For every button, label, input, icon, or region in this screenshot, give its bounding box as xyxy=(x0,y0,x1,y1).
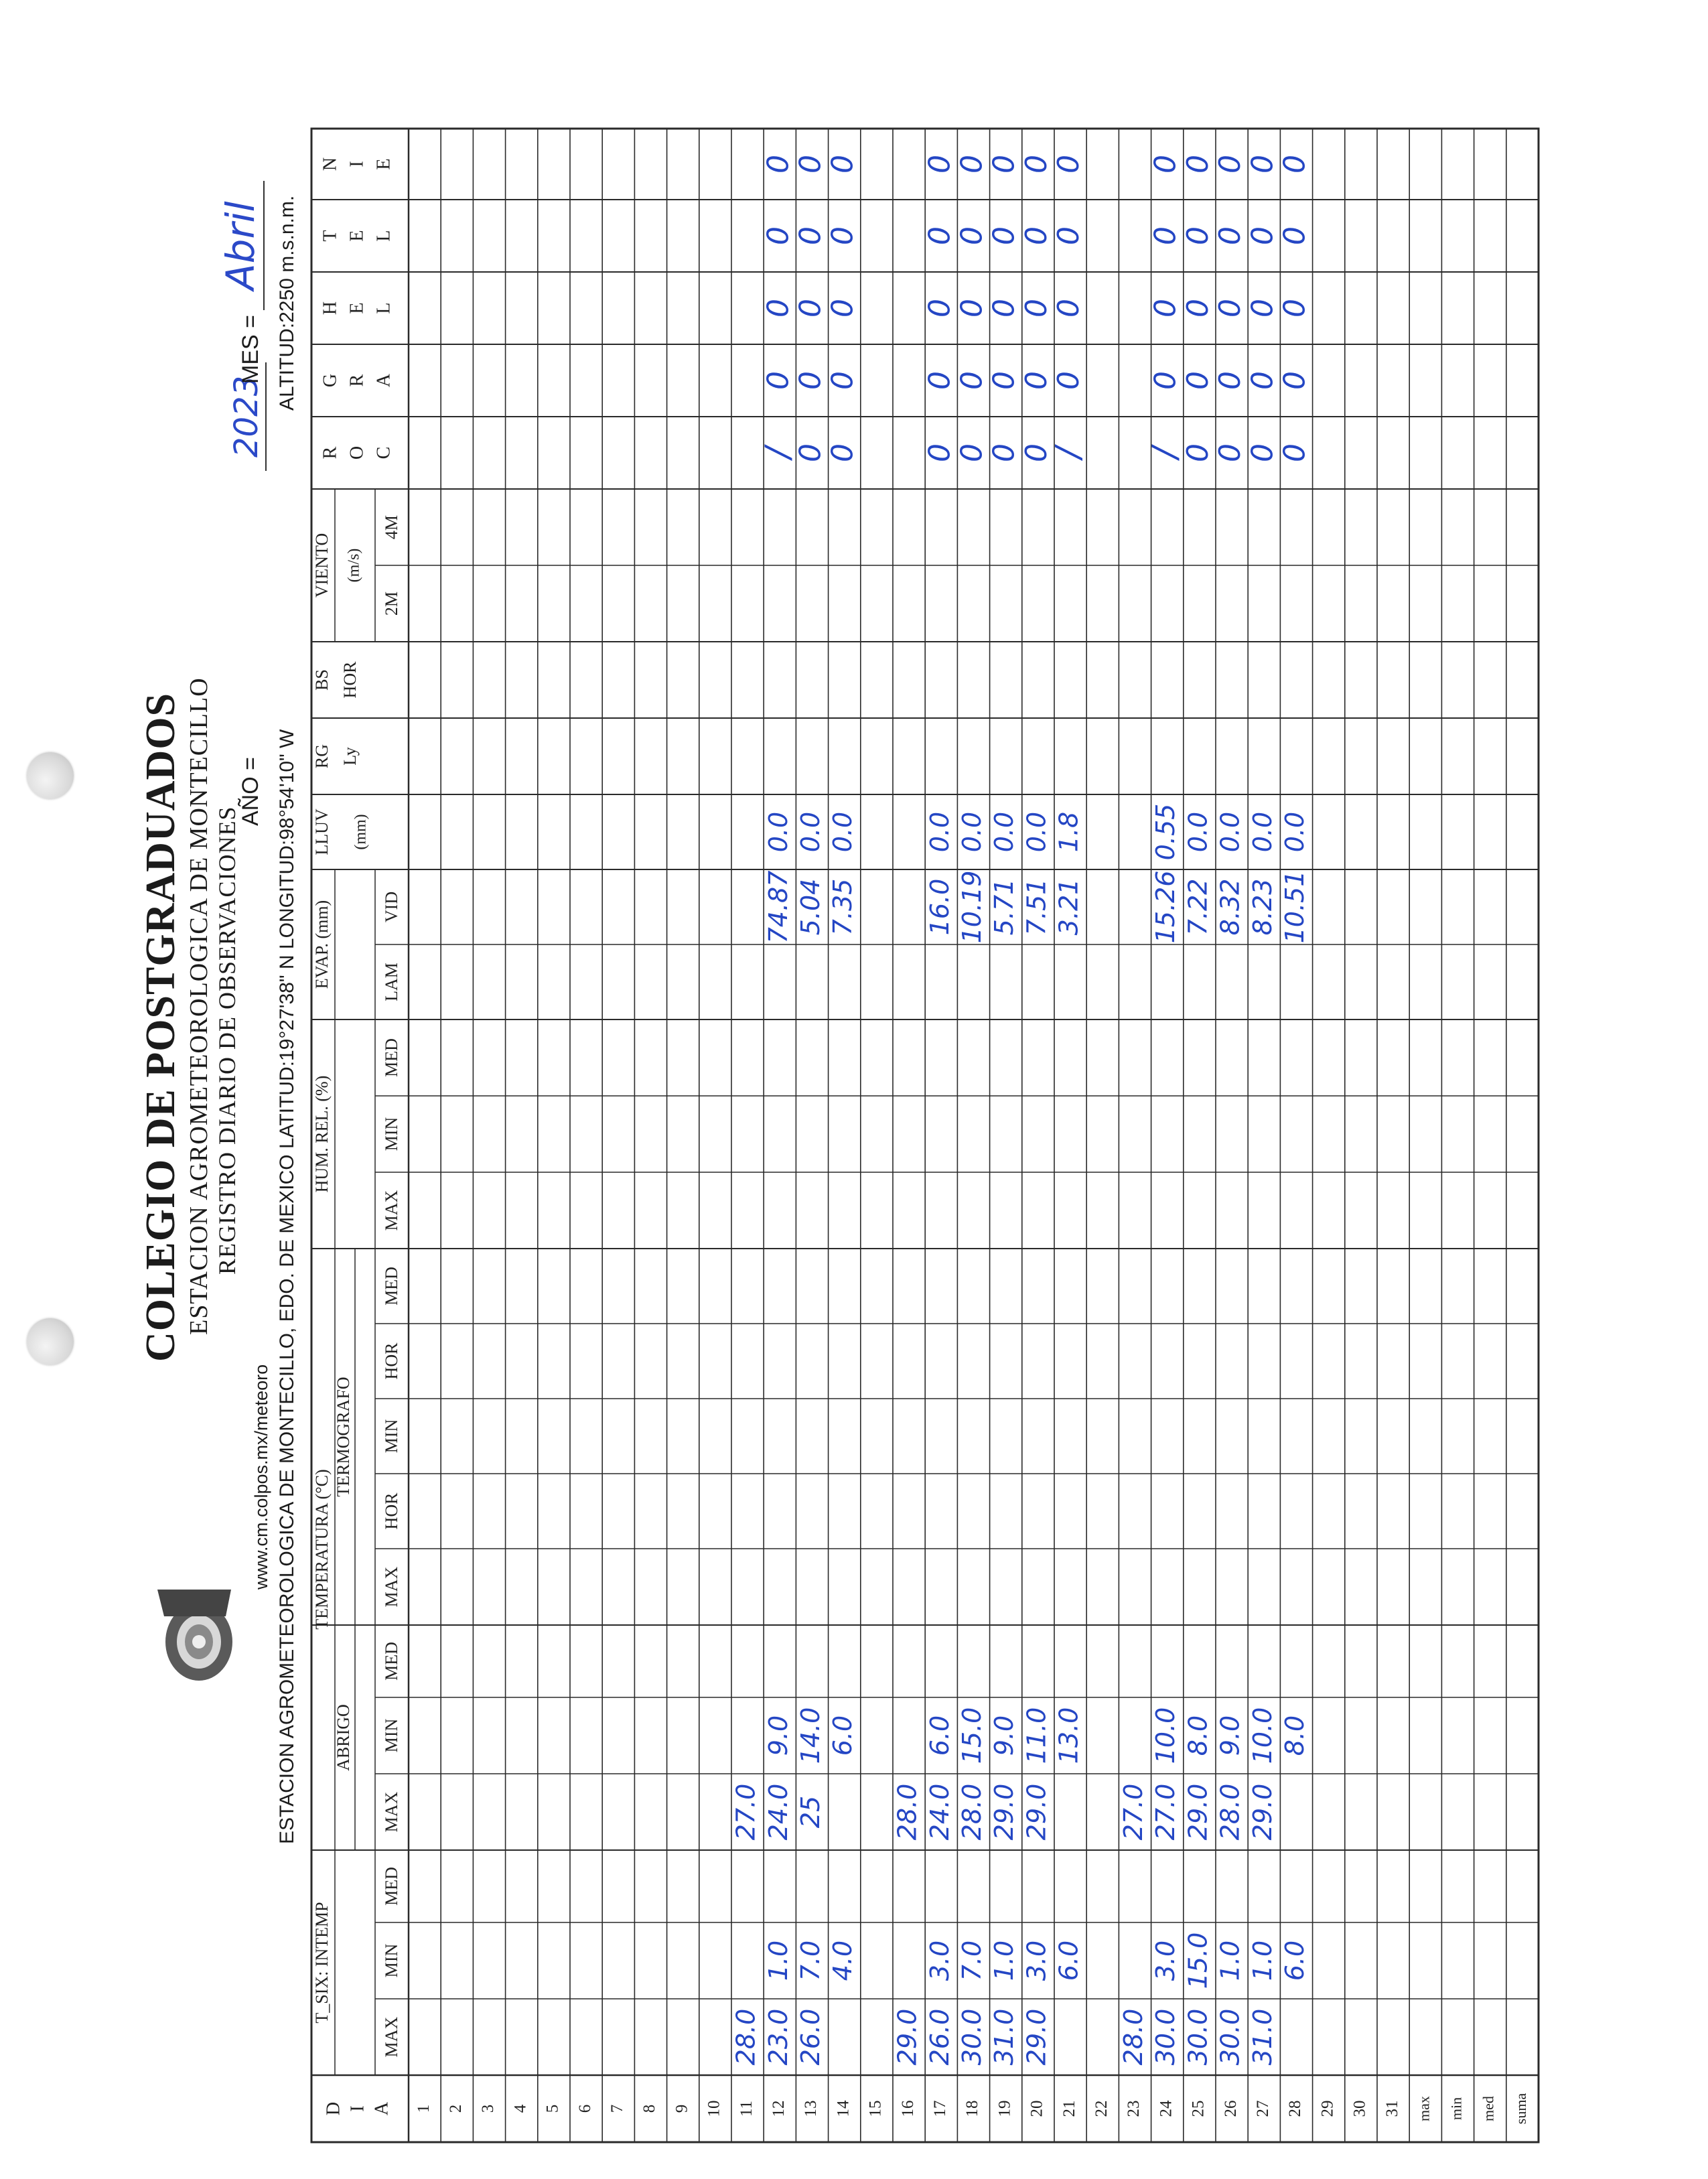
handwritten-value: 0 xyxy=(761,299,796,318)
handwritten-value: 7.0 xyxy=(957,1940,987,1981)
column-header: MIN xyxy=(381,1943,401,1978)
handwritten-value: 0.0 xyxy=(763,811,793,853)
column-header: HOR xyxy=(381,1492,401,1530)
day-row-label: 23 xyxy=(1125,2100,1143,2117)
day-row-label: 12 xyxy=(770,2100,788,2117)
handwritten-value: 0 xyxy=(1019,155,1054,173)
handwritten-value: 28.0 xyxy=(892,1783,922,1841)
observation-header-letter: R xyxy=(319,446,341,460)
handwritten-value: 28.0 xyxy=(957,1783,987,1841)
handwritten-value: 29.0 xyxy=(1183,1783,1213,1841)
handwritten-value: 26.0 xyxy=(796,2008,825,2066)
column-header: MAX xyxy=(381,1791,401,1833)
handwritten-value: 0 xyxy=(922,371,957,390)
rain-header: LLUV xyxy=(311,809,332,855)
day-header-letter: A xyxy=(371,2101,393,2116)
handwritten-value: 0 xyxy=(1213,155,1248,173)
handwritten-value: 3.0 xyxy=(924,1940,954,1981)
column-header: MED xyxy=(381,1038,401,1077)
handwritten-value: 0 xyxy=(954,155,989,173)
handwritten-value: 0 xyxy=(1180,226,1215,245)
handwritten-value: 0 xyxy=(1213,443,1248,462)
column-header: LAM xyxy=(381,963,401,1001)
day-header-letter: I xyxy=(347,2105,368,2112)
handwritten-value: 0 xyxy=(922,155,957,173)
handwritten-value: 9.0 xyxy=(989,1715,1019,1756)
column-header: MED xyxy=(381,1867,401,1906)
abrigo-header: ABRIGO xyxy=(333,1704,353,1771)
observation-header-letter: T xyxy=(319,230,341,242)
temperature-header: TEMPERATURA (°C) xyxy=(311,1469,332,1630)
handwritten-value: 0 xyxy=(1213,299,1248,318)
handwritten-value: 0 xyxy=(1213,226,1248,245)
observation-header-letter: G xyxy=(319,373,341,388)
page-title: COLEGIO DE POSTGRADUADOS xyxy=(138,693,184,1362)
handwritten-value: 28.0 xyxy=(731,2008,761,2066)
day-row-label: 4 xyxy=(511,2104,530,2113)
handwritten-value: 0 xyxy=(825,155,860,173)
handwritten-value: 0.0 xyxy=(989,811,1019,853)
handwritten-value: 30.0 xyxy=(1215,2008,1245,2066)
day-row-label: 2 xyxy=(447,2104,466,2113)
handwritten-value: 0 xyxy=(922,226,957,245)
wind-unit: (m/s) xyxy=(345,548,363,583)
handwritten-value: 0 xyxy=(1148,299,1183,318)
altitude: ALTITUD:2250 m.s.n.m. xyxy=(276,195,298,411)
observation-header-letter: L xyxy=(373,302,395,314)
day-row-label: 22 xyxy=(1092,2100,1111,2117)
radiation-unit: Ly xyxy=(340,747,360,766)
day-row-label: 11 xyxy=(737,2100,756,2117)
t-six-header: T_SIX: INTEMP xyxy=(311,1902,332,2024)
handwritten-value: 0.0 xyxy=(1280,811,1309,853)
handwritten-value: 27.0 xyxy=(1151,1783,1181,1841)
handwritten-value: 24.0 xyxy=(763,1783,793,1841)
handwritten-value: 0 xyxy=(793,226,828,245)
day-row-label: 27 xyxy=(1254,2100,1273,2117)
handwritten-value: 0 xyxy=(922,443,957,462)
handwritten-value: 6.0 xyxy=(828,1715,858,1756)
handwritten-value: 0 xyxy=(1180,155,1215,173)
handwritten-value: 3.21 xyxy=(1054,878,1084,936)
handwritten-value: 0 xyxy=(825,299,860,318)
handwritten-value: 0 xyxy=(987,155,1021,173)
sunshine-header: BS xyxy=(311,669,332,691)
day-row-label: max xyxy=(1415,2096,1433,2121)
handwritten-value: 0 xyxy=(793,371,828,390)
handwritten-value: 31.0 xyxy=(989,2008,1019,2066)
day-row-label: suma xyxy=(1512,2093,1529,2125)
observation-header-letter: A xyxy=(373,373,395,388)
handwritten-value: 0.0 xyxy=(957,811,987,853)
handwritten-value: 15.0 xyxy=(1183,1932,1213,1989)
handwritten-value: 0.55 xyxy=(1151,803,1181,861)
handwritten-value: 0 xyxy=(1019,299,1054,318)
handwritten-value: 0 xyxy=(761,226,796,245)
column-header: MIN xyxy=(381,1718,401,1753)
handwritten-value: 28.0 xyxy=(1215,1783,1245,1841)
handwritten-value: 0 xyxy=(1052,226,1086,245)
handwritten-value: 25 xyxy=(796,1795,825,1829)
day-row-label: 13 xyxy=(802,2100,821,2117)
wind-header: VIENTO xyxy=(311,533,332,598)
handwritten-value: 0 xyxy=(1019,371,1054,390)
handwritten-value: 7.35 xyxy=(828,878,858,936)
handwritten-value: 31.0 xyxy=(1247,2008,1277,2066)
handwritten-value: 1.0 xyxy=(1215,1940,1245,1981)
observation-header-letter: I xyxy=(346,161,368,167)
day-row-label: 8 xyxy=(640,2104,659,2113)
handwritten-value: 0 xyxy=(1245,299,1280,318)
handwritten-value: 1.8 xyxy=(1054,811,1084,853)
day-row-label: 26 xyxy=(1221,2100,1240,2117)
observation-header-letter: E xyxy=(346,230,368,242)
column-header: MAX xyxy=(381,1566,401,1608)
handwritten-value: 0 xyxy=(1052,371,1086,390)
handwritten-value: 0 xyxy=(954,299,989,318)
handwritten-value: 0 xyxy=(1019,226,1054,245)
handwritten-value: 0 xyxy=(761,155,796,173)
website-url: www.cm.colpos.mx/meteoro xyxy=(251,1364,271,1590)
day-row-label: 31 xyxy=(1382,2100,1401,2117)
handwritten-value: 0 xyxy=(1148,155,1183,173)
handwritten-value: 15.26 xyxy=(1151,870,1181,944)
handwritten-value: 11.0 xyxy=(1021,1707,1052,1764)
column-header: MIN xyxy=(381,1117,401,1151)
handwritten-value: 0 xyxy=(1180,371,1215,390)
handwritten-value: 30.0 xyxy=(1183,2008,1213,2066)
column-header: MED xyxy=(381,1642,401,1681)
handwritten-value: 0 xyxy=(1245,226,1280,245)
day-row-label: 17 xyxy=(931,2100,950,2117)
observation-header-letter: N xyxy=(319,157,341,171)
handwritten-value: 3.0 xyxy=(1151,1940,1181,1981)
rain-unit: (mm) xyxy=(352,814,370,850)
handwritten-value: 29.0 xyxy=(1247,1783,1277,1841)
handwritten-value: 0 xyxy=(1277,299,1312,318)
column-header: VID xyxy=(381,891,401,923)
handwritten-value: 0.0 xyxy=(796,811,825,853)
handwritten-value: 0 xyxy=(1277,443,1312,462)
day-row-label: 1 xyxy=(414,2104,433,2113)
handwritten-value: 0 xyxy=(922,299,957,318)
handwritten-value: 6.0 xyxy=(1280,1940,1309,1981)
sunshine-unit: HOR xyxy=(340,661,360,699)
handwritten-value: 0.0 xyxy=(1021,811,1052,853)
day-row-label: med xyxy=(1480,2096,1497,2121)
handwritten-value: 29.0 xyxy=(1021,2008,1052,2066)
station-subtitle: ESTACION AGROMETEOROLOGICA DE MONTECILLO xyxy=(185,677,213,1335)
termografo-header: TERMOGRAFO xyxy=(333,1377,353,1497)
handwritten-value: 8.23 xyxy=(1247,878,1277,936)
column-header: 2M xyxy=(381,591,401,616)
handwritten-value: 0 xyxy=(1180,443,1215,462)
day-row-label: 24 xyxy=(1157,2100,1176,2117)
day-row-label: 14 xyxy=(834,2100,853,2117)
handwritten-value: 8.32 xyxy=(1215,878,1245,936)
handwritten-value: 5.71 xyxy=(989,878,1019,936)
handwritten-value: 29.0 xyxy=(892,2008,922,2066)
handwritten-value: / xyxy=(758,447,797,459)
handwritten-value: 0 xyxy=(987,371,1021,390)
handwritten-value: 6.0 xyxy=(1054,1940,1084,1981)
handwritten-value: 0 xyxy=(1277,226,1312,245)
day-row-label: 6 xyxy=(575,2104,594,2113)
handwritten-value: 0.0 xyxy=(1215,811,1245,853)
handwritten-value: 30.0 xyxy=(957,2008,987,2066)
day-row-label: 15 xyxy=(866,2100,885,2117)
handwritten-value: 9.0 xyxy=(1215,1715,1245,1756)
handwritten-value: 4.0 xyxy=(828,1940,858,1981)
column-header: MAX xyxy=(381,2016,401,2058)
column-header: MIN xyxy=(381,1419,401,1454)
day-row-label: 19 xyxy=(995,2100,1014,2117)
handwritten-value: 0 xyxy=(954,443,989,462)
day-row-label: 20 xyxy=(1027,2100,1046,2117)
handwritten-value: 14.0 xyxy=(796,1707,825,1764)
day-row-label: 18 xyxy=(963,2100,982,2117)
handwritten-value: 0 xyxy=(1148,371,1183,390)
observation-header-letter: R xyxy=(346,374,368,387)
handwritten-value: 6.0 xyxy=(924,1715,954,1756)
handwritten-value: 0.0 xyxy=(1247,811,1277,853)
handwritten-value: 1.0 xyxy=(989,1940,1019,1981)
handwritten-value: 5.04 xyxy=(796,878,825,936)
handwritten-value: 0 xyxy=(825,226,860,245)
day-row-label: min xyxy=(1447,2097,1465,2121)
day-row-label: 28 xyxy=(1286,2100,1305,2117)
handwritten-value: 0 xyxy=(793,155,828,173)
day-row-label: 21 xyxy=(1060,2100,1078,2117)
column-header: MAX xyxy=(381,1190,401,1231)
day-row-label: 25 xyxy=(1189,2100,1208,2117)
handwritten-value: 28.0 xyxy=(1119,2008,1148,2066)
handwritten-value: 10.19 xyxy=(957,870,987,944)
observation-header-letter: H xyxy=(319,301,341,315)
day-row-label: 10 xyxy=(705,2100,723,2117)
handwritten-value: 7.0 xyxy=(796,1940,825,1981)
handwritten-value: 0 xyxy=(987,299,1021,318)
handwritten-value: 0 xyxy=(1277,371,1312,390)
evaporation-header: EVAP. (mm) xyxy=(311,900,332,989)
handwritten-value: 0 xyxy=(954,226,989,245)
handwritten-value: 8.0 xyxy=(1280,1715,1309,1756)
handwritten-value: 10.0 xyxy=(1247,1707,1277,1764)
handwritten-value: 0 xyxy=(987,226,1021,245)
handwritten-value: 0 xyxy=(761,371,796,390)
handwritten-value: 0 xyxy=(1180,299,1215,318)
register-subtitle: REGISTRO DIARIO DE OBSERVACIONES xyxy=(214,806,240,1275)
month-value[interactable]: Abril xyxy=(218,181,265,310)
handwritten-value: 26.0 xyxy=(924,2008,954,2066)
handwritten-value: / xyxy=(1145,447,1185,459)
handwritten-value: 10.51 xyxy=(1280,870,1309,944)
handwritten-value: 1.0 xyxy=(1247,1940,1277,1981)
year-label: AÑO = xyxy=(238,757,263,826)
day-row-label: 16 xyxy=(898,2100,917,2117)
handwritten-value: 3.0 xyxy=(1021,1940,1052,1981)
handwritten-value: 24.0 xyxy=(924,1783,954,1841)
handwritten-value: 13.0 xyxy=(1054,1707,1084,1764)
day-row-label: 30 xyxy=(1350,2100,1369,2117)
handwritten-value: 0 xyxy=(1245,443,1280,462)
column-header: 4M xyxy=(381,514,401,540)
handwritten-value: 29.0 xyxy=(989,1783,1019,1841)
handwritten-value: 0 xyxy=(1052,299,1086,318)
observation-header-letter: E xyxy=(346,302,368,314)
handwritten-value: 23.0 xyxy=(763,2008,793,2066)
day-row-label: 7 xyxy=(608,2104,627,2113)
handwritten-value: 0 xyxy=(825,371,860,390)
handwritten-value: 30.0 xyxy=(1151,2008,1181,2066)
day-row-label: 29 xyxy=(1318,2100,1337,2117)
handwritten-value: 0 xyxy=(1148,226,1183,245)
radiation-header: RG xyxy=(311,744,332,769)
handwritten-value: 8.0 xyxy=(1183,1715,1213,1756)
handwritten-value: 0.0 xyxy=(1183,811,1213,853)
year-value[interactable]: 2023 xyxy=(228,362,267,471)
column-header: HOR xyxy=(381,1342,401,1380)
observation-header-letter: L xyxy=(373,230,395,242)
handwritten-value: 0 xyxy=(1019,443,1054,462)
handwritten-value: 0 xyxy=(1277,155,1312,173)
column-header: MED xyxy=(381,1267,401,1306)
handwritten-value: / xyxy=(1048,447,1088,459)
day-header-letter: D xyxy=(323,2101,344,2116)
handwritten-value: 7.22 xyxy=(1183,878,1213,936)
handwritten-value: 0 xyxy=(1245,371,1280,390)
handwritten-value: 0 xyxy=(954,371,989,390)
observation-header-letter: O xyxy=(346,445,368,460)
handwritten-value: 7.51 xyxy=(1021,878,1052,936)
handwritten-value: 0 xyxy=(987,443,1021,462)
handwritten-value: 16.0 xyxy=(924,878,954,936)
station-location: ESTACION AGROMETEOROLOGICA DE MONTECILLO, EDO. DE MEXICO LATITUD:19°27'38" N LONGITUD:98°54'10" W xyxy=(276,729,298,1844)
handwritten-value: 29.0 xyxy=(1021,1783,1052,1841)
handwritten-value: 0 xyxy=(793,443,828,462)
handwritten-value: 15.0 xyxy=(957,1707,987,1764)
handwritten-value: 0.0 xyxy=(924,811,954,853)
handwritten-value: 0 xyxy=(825,443,860,462)
month-label: MES = xyxy=(238,315,263,384)
handwritten-value: 1.0 xyxy=(763,1940,793,1981)
day-row-label: 9 xyxy=(672,2104,691,2113)
handwritten-value: 0 xyxy=(793,299,828,318)
handwritten-value: 0 xyxy=(1052,155,1086,173)
day-row-label: 5 xyxy=(543,2104,562,2113)
handwritten-value: 0 xyxy=(1213,371,1248,390)
observation-header-letter: E xyxy=(373,158,395,170)
humidity-header: HUM. REL. (%) xyxy=(311,1075,332,1193)
handwritten-value: 0 xyxy=(1245,155,1280,173)
handwritten-value: 9.0 xyxy=(763,1715,793,1756)
day-row-label: 3 xyxy=(479,2104,498,2113)
handwritten-value: 0.0 xyxy=(828,811,858,853)
handwritten-value: 10.0 xyxy=(1151,1707,1181,1764)
handwritten-value: 74.87 xyxy=(763,870,793,944)
observation-header-letter: C xyxy=(373,446,395,460)
handwritten-value: 27.0 xyxy=(731,1783,761,1841)
handwritten-value: 27.0 xyxy=(1119,1783,1148,1841)
